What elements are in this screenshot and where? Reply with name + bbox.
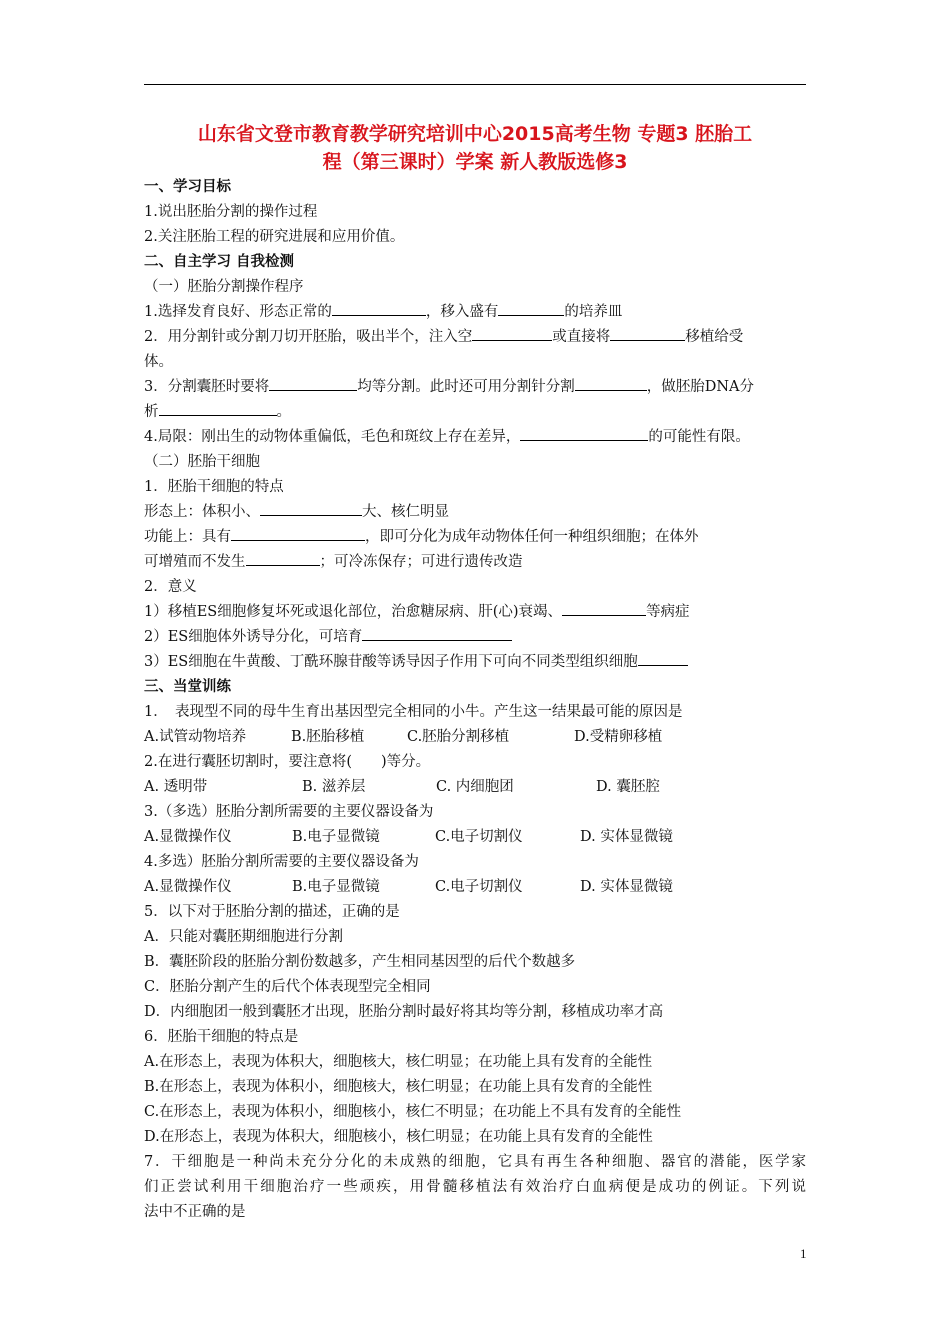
option-d: D. 实体显微镜 xyxy=(580,829,673,845)
exercise-1-options xyxy=(144,725,806,749)
blank xyxy=(575,375,647,391)
blank xyxy=(638,650,688,666)
blank xyxy=(362,625,512,641)
option-c: C.电子切割仪 xyxy=(435,879,523,895)
exercise-7-line-2: 们正尝试利用干细胞治疗一些顽疾，用骨髓移植法有效治疗白血病便是成功的例证。下列说 xyxy=(144,1179,806,1195)
section-3-heading: 三、当堂训练 xyxy=(144,679,231,695)
blank xyxy=(562,600,646,616)
option-a: A.显微操作仪 xyxy=(144,879,232,895)
exercise-4: 4.多选）胚胎分割所需要的主要仪器设备为 xyxy=(144,854,419,870)
exercise-5-option-a: A．只能对囊胚期细胞进行分割 xyxy=(144,929,343,945)
blank xyxy=(260,500,362,516)
exercise-5: 5．以下对于胚胎分割的描述，正确的是 xyxy=(144,904,400,920)
blank xyxy=(332,300,426,316)
question-2-3-cont: 析 。 xyxy=(144,400,806,424)
function-line-1: 功能上：具有 ，即可分化为成年动物体任何一种组织细胞；在体外 xyxy=(144,525,806,549)
question-2-3: 3．分割囊胚时要将 均等分割。此时还可用分割针分割 ，做胚胎DNA分 xyxy=(144,375,806,399)
option-a: A. 透明带 xyxy=(144,779,208,795)
option-a: A.显微操作仪 xyxy=(144,829,232,845)
page-number: 1 xyxy=(800,1246,807,1261)
morphology-line: 形态上：体积小、 大、核仁明显 xyxy=(144,500,806,524)
question-2-2: 2．用分割针或分割刀切开胚胎，吸出半个，注入空 或直接将 移植给受 xyxy=(144,325,806,349)
option-d: D. 囊胚腔 xyxy=(596,779,660,795)
blank xyxy=(520,425,648,441)
exercise-2-options xyxy=(144,775,806,799)
question-2-1: 1.选择发育良好、形态正常的 ，移入盛有 的培养皿 xyxy=(144,300,806,324)
question-2-2-cont: 体。 xyxy=(144,354,173,370)
exercise-2: 2.在进行囊胚切割时，要注意将( )等分。 xyxy=(144,754,431,770)
exercise-6-option-c: C.在形态上，表现为体积小，细胞核小，核仁不明显；在功能上不具有发育的全能性 xyxy=(144,1104,682,1120)
function-line-2: 可增殖而不发生 ；可冷冻保存；可进行遗传改造 xyxy=(144,550,806,574)
objective-1: 1.说出胚胎分割的操作过程 xyxy=(144,204,318,220)
question-2-4: 4.局限：刚出生的动物体重偏低，毛色和斑纹上存在差异， 的可能性有限。 xyxy=(144,425,806,449)
exercise-6: 6．胚胎干细胞的特点是 xyxy=(144,1029,299,1045)
option-c: C. 内细胞团 xyxy=(436,779,514,795)
title-line-1: 山东省文登市教育教学研究培训中心2015高考生物 专题3 胚胎工 xyxy=(197,123,753,145)
exercise-5-option-d: D．内细胞团一般到囊胚才出现，胚胎分割时最好将其均等分割，移植成功率才高 xyxy=(144,1004,664,1020)
option-c: C.胚胎分割移植 xyxy=(407,729,510,745)
blank xyxy=(498,300,564,316)
section-1-heading: 一、学习目标 xyxy=(144,179,231,195)
exercise-6-option-d: D.在形态上，表现为体积大，细胞核小，核仁明显；在功能上具有发育的全能性 xyxy=(144,1129,653,1145)
blank xyxy=(610,325,685,341)
title-line-2: 程（第三课时）学案 新人教版选修3 xyxy=(322,151,628,173)
objective-2: 2.关注胚胎工程的研究进展和应用价值。 xyxy=(144,229,405,245)
point-2: 2．意义 xyxy=(144,579,197,595)
exercise-7-line-1: 7．干细胞是一种尚未充分分化的未成熟的细胞，它具有再生各种细胞、器官的潜能，医学家 xyxy=(144,1154,806,1170)
document-title xyxy=(144,120,806,176)
top-rule xyxy=(144,84,806,85)
point-1: 1．胚胎干细胞的特点 xyxy=(144,479,284,495)
option-b: B.胚胎移植 xyxy=(291,729,365,745)
blank xyxy=(159,400,277,416)
option-b: B.电子显微镜 xyxy=(292,829,380,845)
option-d: D. 实体显微镜 xyxy=(580,879,673,895)
blank xyxy=(472,325,552,341)
exercise-6-option-a: A.在形态上，表现为体积大，细胞核大，核仁明显；在功能上具有发育的全能性 xyxy=(144,1054,653,1070)
exercise-6-option-b: B.在形态上，表现为体积小，细胞核大，核仁明显；在功能上具有发育的全能性 xyxy=(144,1079,653,1095)
option-b: B. 滋养层 xyxy=(302,779,366,795)
blank xyxy=(246,550,320,566)
significance-3: 3）ES细胞在牛黄酸、丁酰环腺苷酸等诱导因子作用下可向不同类型组织细胞 xyxy=(144,650,806,674)
exercise-3-options xyxy=(144,825,806,849)
exercise-3: 3.（多选）胚胎分割所需要的主要仪器设备为 xyxy=(144,804,434,820)
subsection-1: （一）胚胎分割操作程序 xyxy=(144,279,304,295)
subsection-2: （二）胚胎干细胞 xyxy=(144,454,260,470)
exercise-5-option-b: B．囊胚阶段的胚胎分割份数越多，产生相同基因型的后代个数越多 xyxy=(144,954,576,970)
significance-2: 2）ES细胞体外诱导分化，可培育 xyxy=(144,625,806,649)
blank xyxy=(269,375,357,391)
exercise-5-option-c: C．胚胎分割产生的后代个体表现型完全相同 xyxy=(144,979,431,995)
option-d: D.受精卵移植 xyxy=(574,729,663,745)
exercise-1: 1． 表现型不同的母牛生育出基因型完全相同的小牛。产生这一结果最可能的原因是 xyxy=(144,704,683,720)
option-c: C.电子切割仪 xyxy=(435,829,523,845)
exercise-7-line-3: 法中不正确的是 xyxy=(144,1204,246,1220)
section-2-heading: 二、自主学习 自我检测 xyxy=(144,254,295,270)
option-b: B.电子显微镜 xyxy=(292,879,380,895)
exercise-4-options xyxy=(144,875,806,899)
option-a: A.试管动物培养 xyxy=(144,729,247,745)
blank xyxy=(231,525,365,541)
significance-1: 1）移植ES细胞修复坏死或退化部位，治愈糖尿病、肝(心)衰竭、 等病症 xyxy=(144,600,806,624)
